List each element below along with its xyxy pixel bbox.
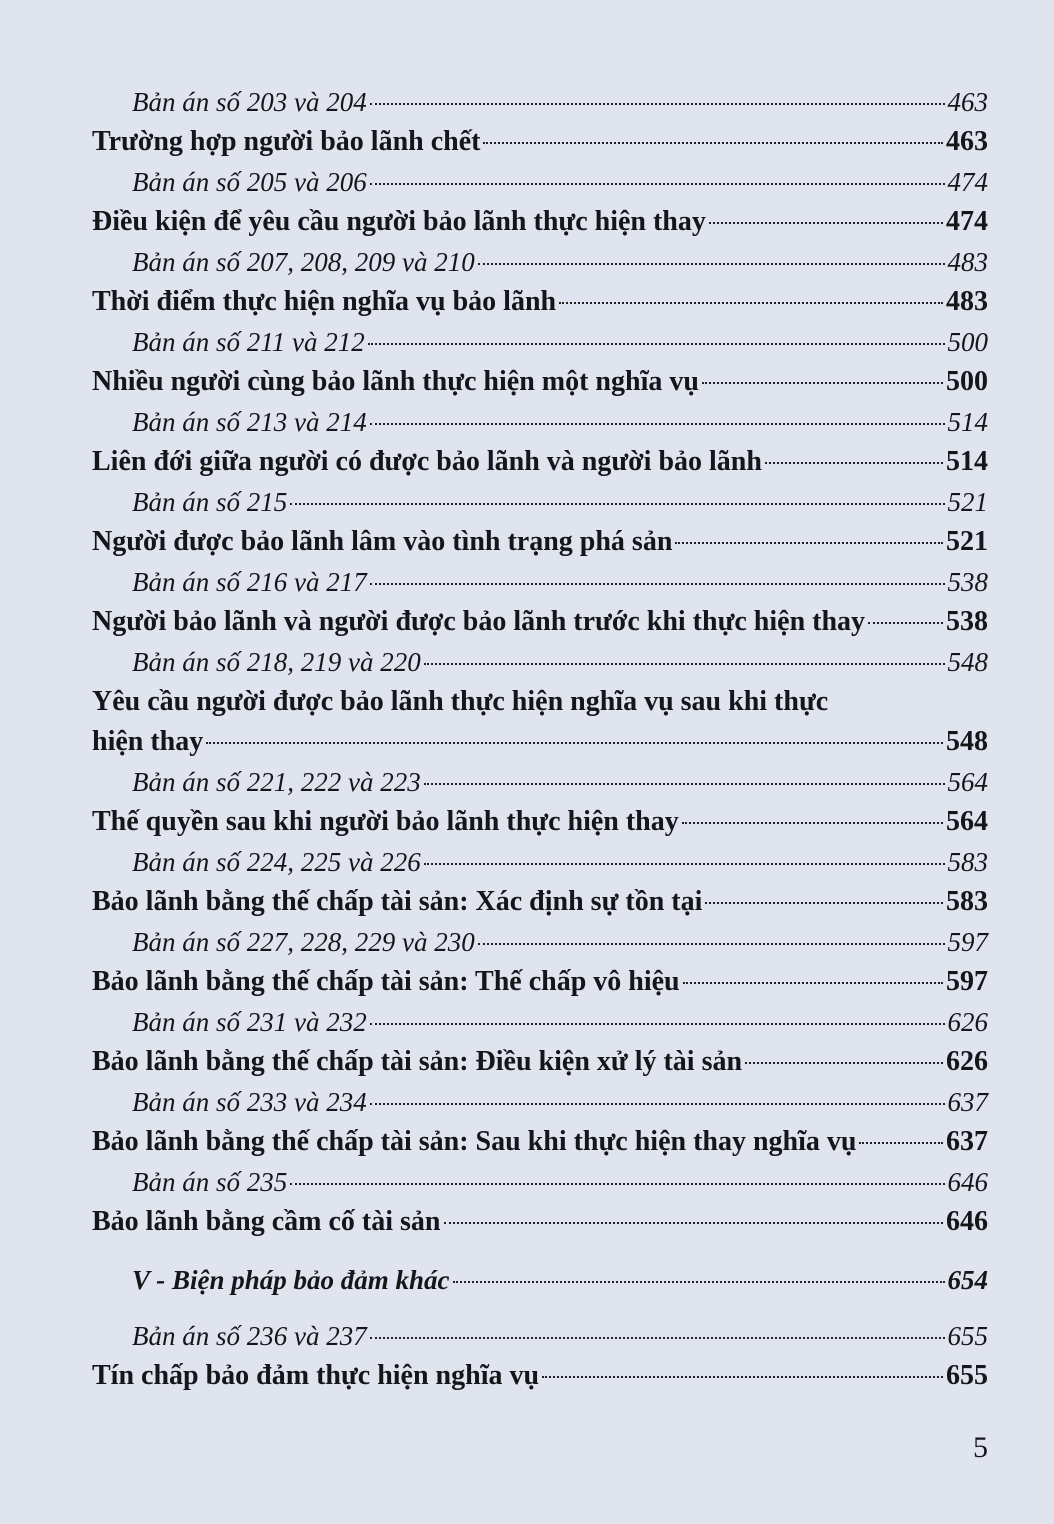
toc-subentry [132, 82, 988, 122]
toc-page-ref: 626 [947, 1007, 988, 1037]
toc-entry-title: Người được bảo lãnh lâm vào tình trạng phá sản [92, 526, 673, 557]
toc-section [132, 1260, 988, 1300]
dot-leader [683, 982, 943, 984]
toc-subentry [132, 922, 988, 962]
dot-leader [290, 1183, 944, 1185]
toc-page-ref: 646 [946, 1206, 988, 1237]
toc-page-ref: 583 [947, 847, 988, 877]
toc-entry [92, 1042, 988, 1082]
toc-page-ref: 500 [946, 366, 988, 397]
dot-leader [745, 1062, 943, 1064]
toc-entry [92, 882, 988, 922]
toc-page-ref: 637 [947, 1087, 988, 1117]
toc-entry-title: Bản án số 213 và 214 [132, 407, 367, 437]
dot-leader [290, 503, 944, 505]
toc-subentry [132, 242, 988, 282]
dot-leader [370, 1103, 945, 1105]
toc-subentry [132, 402, 988, 442]
toc-page-ref: 474 [947, 167, 988, 197]
toc-page-ref: 463 [947, 87, 988, 117]
toc-entry-title: Bản án số 235 [132, 1167, 288, 1197]
toc-entry-title: Nhiều người cùng bảo lãnh thực hiện một nghĩa vụ [92, 366, 699, 397]
dot-leader [478, 263, 945, 265]
toc-page-ref: 538 [947, 567, 988, 597]
toc-page-ref: 483 [946, 286, 988, 317]
toc-page-ref: 521 [946, 526, 988, 557]
toc-subentry [132, 162, 988, 202]
dot-leader [368, 343, 945, 345]
toc-entry-title: Bảo lãnh bằng thế chấp tài sản: Điều kiện xử lý tài sản [92, 1046, 743, 1077]
toc-entry-title: Thời điểm thực hiện nghĩa vụ bảo lãnh [92, 286, 557, 317]
toc-page-ref: 564 [947, 767, 988, 797]
toc-subentry [132, 642, 988, 682]
toc-entry-title: Điều kiện để yêu cầu người bảo lãnh thực hiện thay [92, 206, 706, 237]
toc-page-ref: 500 [947, 327, 988, 357]
dot-leader [709, 222, 943, 224]
toc-page-ref: 463 [946, 126, 988, 157]
dot-leader [868, 622, 943, 624]
toc-subentry [132, 1162, 988, 1202]
dot-leader [370, 583, 945, 585]
toc-page-ref: 474 [946, 206, 988, 237]
toc-page-ref: 583 [946, 886, 988, 917]
dot-leader [702, 382, 943, 384]
page-number: 5 [973, 1431, 988, 1464]
dot-leader [424, 783, 945, 785]
dot-leader [682, 822, 943, 824]
toc-page-ref: 597 [946, 966, 988, 997]
toc-entry [92, 722, 988, 762]
toc-page-ref: 597 [947, 927, 988, 957]
toc-page-ref: 626 [946, 1046, 988, 1077]
toc-subentry [132, 842, 988, 882]
toc-entry-title: Bản án số 221, 222 và 223 [132, 767, 421, 797]
toc-subentry [132, 482, 988, 522]
toc-entry-title: Bản án số 233 và 234 [132, 1087, 367, 1117]
dot-leader [370, 103, 945, 105]
toc-entry-title: Bản án số 218, 219 và 220 [132, 647, 421, 677]
toc-page-ref: 538 [946, 606, 988, 637]
dot-leader [859, 1142, 943, 1144]
dot-leader [206, 742, 943, 744]
toc-entry-title: Yêu cầu người được bảo lãnh thực hiện nghĩa vụ sau khi thực [92, 686, 829, 717]
toc-entry-title: Bản án số 227, 228, 229 và 230 [132, 927, 475, 957]
toc-entry-title: hiện thay [92, 726, 204, 757]
toc-entry-title: Bản án số 216 và 217 [132, 567, 367, 597]
toc-entry [92, 602, 988, 642]
toc-entry [92, 442, 988, 482]
dot-leader [424, 863, 945, 865]
toc-page-ref: 514 [947, 407, 988, 437]
toc-entry [92, 1122, 988, 1162]
toc-entry-title: Bản án số 203 và 204 [132, 87, 367, 117]
dot-leader [478, 943, 945, 945]
toc-entry-title: Bản án số 211 và 212 [132, 327, 365, 357]
dot-leader [542, 1376, 943, 1378]
toc-subentry [132, 1082, 988, 1122]
toc-page-ref: 548 [947, 647, 988, 677]
toc-entry-title: V - Biện pháp bảo đảm khác [132, 1265, 450, 1295]
toc-page-ref: 514 [946, 446, 988, 477]
dot-leader [370, 1023, 945, 1025]
toc-entry-title: Người bảo lãnh và người được bảo lãnh trước khi thực hiện thay [92, 606, 866, 637]
dot-leader [705, 902, 943, 904]
toc-page-ref: 564 [946, 806, 988, 837]
toc-page-ref: 654 [947, 1265, 988, 1295]
toc-page-ref: 655 [946, 1360, 988, 1391]
dot-leader [765, 462, 943, 464]
toc-entry-title: Bảo lãnh bằng thế chấp tài sản: Sau khi thực hiện thay nghĩa vụ [92, 1126, 857, 1157]
toc-entry-title: Bản án số 215 [132, 487, 288, 517]
toc-page-ref: 655 [947, 1321, 988, 1351]
toc-page-ref: 521 [947, 487, 988, 517]
toc-entry [92, 1356, 988, 1396]
dot-leader [444, 1222, 944, 1224]
toc-entry-title: Bảo lãnh bằng thế chấp tài sản: Xác định sự tồn tại [92, 886, 703, 917]
toc-entry-title: Bảo lãnh bằng cầm cố tài sản [92, 1206, 441, 1237]
toc-subentry [132, 1002, 988, 1042]
toc-subentry [132, 1316, 988, 1356]
toc-entry-title: Bản án số 231 và 232 [132, 1007, 367, 1037]
toc-subentry [132, 562, 988, 602]
toc-entry-title: Tín chấp bảo đảm thực hiện nghĩa vụ [92, 1360, 540, 1391]
toc-page-ref: 637 [946, 1126, 988, 1157]
toc-entry [92, 522, 988, 562]
toc-entry-title: Thế quyền sau khi người bảo lãnh thực hiện thay [92, 806, 679, 837]
toc-entry [92, 362, 988, 402]
toc-entry [92, 122, 988, 162]
toc-entry-title: Bảo lãnh bằng thế chấp tài sản: Thế chấp vô hiệu [92, 966, 680, 997]
toc-subentry [132, 322, 988, 362]
dot-leader [370, 183, 945, 185]
toc-page-ref: 483 [947, 247, 988, 277]
toc-page-ref: 646 [947, 1167, 988, 1197]
toc-entry [92, 1202, 988, 1242]
toc-page-ref: 548 [946, 726, 988, 757]
toc-entry-title: Bản án số 205 và 206 [132, 167, 367, 197]
dot-leader [424, 663, 945, 665]
toc-entry-title: Bản án số 224, 225 và 226 [132, 847, 421, 877]
dot-leader [370, 1337, 945, 1339]
dot-leader [559, 302, 943, 304]
toc-entry [92, 802, 988, 842]
dot-leader [483, 142, 943, 144]
toc-subentry [132, 762, 988, 802]
toc-entry-title: Bản án số 207, 208, 209 và 210 [132, 247, 475, 277]
dot-leader [453, 1281, 945, 1283]
toc-entry-title: Bản án số 236 và 237 [132, 1321, 367, 1351]
dot-leader [675, 542, 943, 544]
toc-entry [92, 962, 988, 1002]
toc-entry-title: Trường hợp người bảo lãnh chết [92, 126, 481, 157]
toc-entry [92, 202, 988, 242]
dot-leader [370, 423, 945, 425]
toc-entry-title: Liên đới giữa người có được bảo lãnh và người bảo lãnh [92, 446, 762, 477]
toc-entry [92, 282, 988, 322]
